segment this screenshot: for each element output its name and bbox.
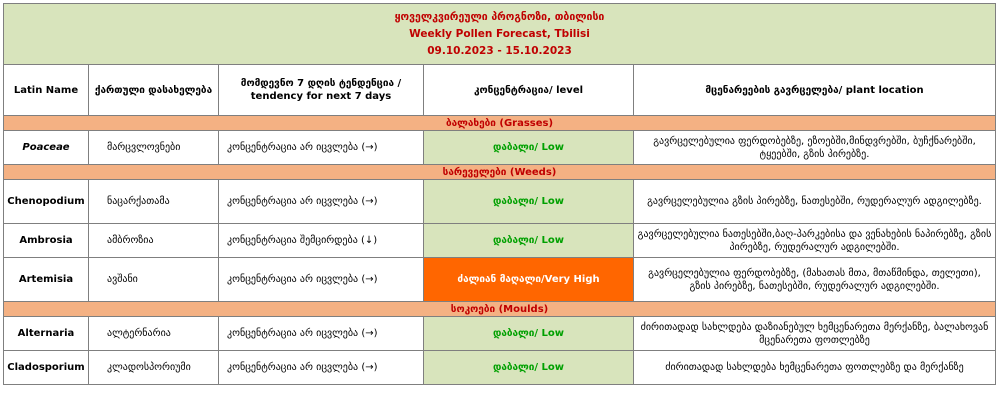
header-level: კონცენტრაცია/ level <box>424 65 634 116</box>
header-georgian: ქართული დასახელება <box>89 65 219 116</box>
tendency: კონცენტრაცია არ იცვლება (→) <box>219 351 424 385</box>
table-row <box>4 351 996 385</box>
category-weeds: სარეველები (Weeds) <box>4 165 996 180</box>
level-badge: დაბალი/ Low <box>424 351 634 385</box>
level-badge: დაბალი/ Low <box>424 317 634 351</box>
table-row <box>4 258 996 302</box>
plant-location: ძირითადად სახლდება დაზიანებულ ხემცენარეთა მერქანზე, ბალახოვან მცენარეთა ფოთლებზე <box>634 317 996 351</box>
latin-name: Poaceae <box>4 131 89 165</box>
level-badge: ძალიან მაღალი/Very High <box>424 258 634 302</box>
tendency: კონცენტრაცია არ იცვლება (→) <box>219 131 424 165</box>
level-badge: დაბალი/ Low <box>424 224 634 258</box>
title-cell <box>4 4 996 65</box>
category-row-weeds <box>4 165 996 180</box>
latin-name: Chenopodium <box>4 180 89 224</box>
tendency: კონცენტრაცია არ იცვლება (→) <box>219 317 424 351</box>
tendency: კონცენტრაცია არ იცვლება (→) <box>219 258 424 302</box>
category-moulds: სოკოები (Moulds) <box>4 302 996 317</box>
header-location: მცენარეების გავრცელება/ plant location <box>634 65 996 116</box>
category-row-grasses <box>4 116 996 131</box>
table-row <box>4 131 996 165</box>
table-row <box>4 317 996 351</box>
georgian-name: კლადოსპორიუმი <box>89 351 219 385</box>
table-row <box>4 224 996 258</box>
plant-location: გავრცელებულია ფერდობებზე, (მახათას მთა, მთაწმინდა, თელეთი), გზის პირებზე, ნათესებში, რუდერალურ ადგილებში. <box>634 258 996 302</box>
georgian-name: ამბროზია <box>89 224 219 258</box>
georgian-name: ალტერნარია <box>89 317 219 351</box>
tendency: კონცენტრაცია შემცირდება (↓) <box>219 224 424 258</box>
georgian-name: ნაცარქათამა <box>89 180 219 224</box>
header-row <box>4 65 996 116</box>
tendency: კონცენტრაცია არ იცვლება (→) <box>219 180 424 224</box>
pollen-forecast-table <box>3 3 996 385</box>
category-row-moulds <box>4 302 996 317</box>
title-line-1: ყოველკვირეული პროგნოზი, თბილისი <box>394 10 605 23</box>
category-grasses: ბალახები (Grasses) <box>4 116 996 131</box>
latin-name: Cladosporium <box>4 351 89 385</box>
header-latin: Latin Name <box>4 65 89 116</box>
table-row <box>4 180 996 224</box>
title-row <box>4 4 996 65</box>
latin-name: Ambrosia <box>4 224 89 258</box>
plant-location: გავრცელებულია ნათესებში,ბაღ-პარკებისა და ვენახების ნაპირებზე, გზის პირებზე, რუდერალურ ადგილებში. <box>634 224 996 258</box>
title-line-3: 09.10.2023 - 15.10.2023 <box>427 44 572 57</box>
latin-name: Artemisia <box>4 258 89 302</box>
level-badge: დაბალი/ Low <box>424 180 634 224</box>
latin-name: Alternaria <box>4 317 89 351</box>
plant-location: ძირითადად სახლდება ხემცენარეთა ფოთლებზე და მერქანზე <box>634 351 996 385</box>
pollen-forecast-table-wrapper <box>3 3 995 385</box>
title-line-2: Weekly Pollen Forecast, Tbilisi <box>409 27 590 40</box>
header-tendency: მომდევნო 7 დღის ტენდენცია / tendency for next 7 days <box>219 65 424 116</box>
level-badge: დაბალი/ Low <box>424 131 634 165</box>
plant-location: გავრცელებულია გზის პირებზე, ნათესებში, რუდერალურ ადგილებზე. <box>634 180 996 224</box>
plant-location: გავრცელებულია ფერდობებზე, ეზოებში,მინდვრებში, ბუჩქნარებში, ტყეებში, გზის პირებზე. <box>634 131 996 165</box>
georgian-name: მარცვლოვნები <box>89 131 219 165</box>
georgian-name: ავშანი <box>89 258 219 302</box>
